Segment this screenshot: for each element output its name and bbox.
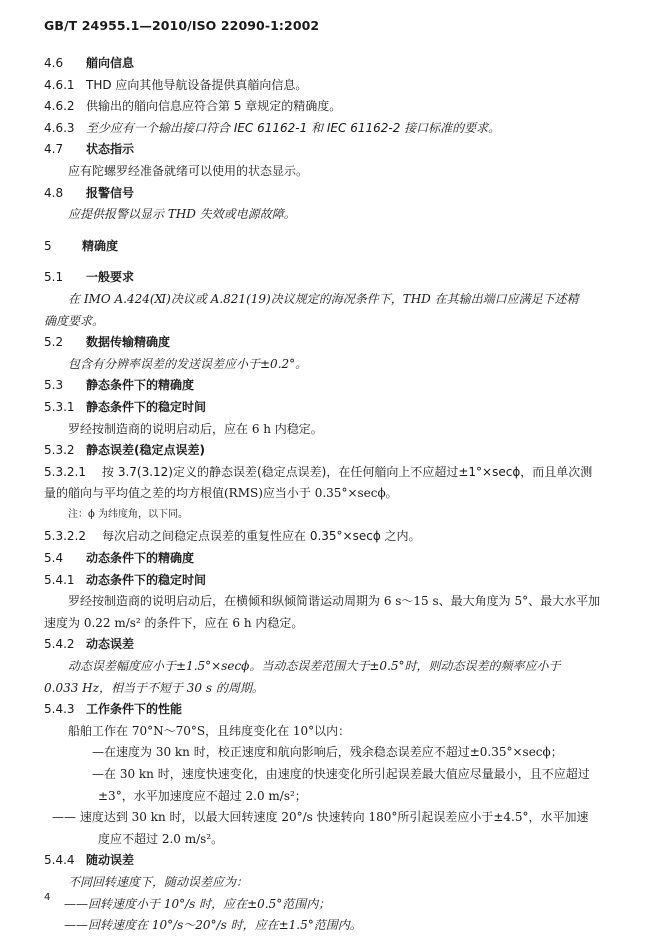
clause: 5.3.2.2 每次启动之间稳定点误差的重复性应在 0.35°×secϕ 之内。 (44, 529, 421, 544)
clause: 4.6.3 至少应有一个输出接口符合 IEC 61162-1 和 IEC 61162-2 接口标准的要求。 (44, 120, 501, 135)
section-heading: 5.3 静态条件下的精确度 (44, 378, 195, 393)
chapter-heading: 5 精确度 (44, 238, 119, 253)
paragraph: 罗经按制造商的说明启动后，应在 6 h 内稳定。 (68, 421, 323, 436)
section-heading: 5.1 一般要求 (44, 270, 135, 285)
list-item-cont: ±3°，水平加速度应不超过 2.0 m/s²； (98, 788, 307, 803)
list-item: —在 30 kn 时，速度快速变化，由速度的快速变化所引起误差最大值应尽量最小，且不应超过 (92, 767, 590, 781)
document-header: GB/T 24955.1—2010/ISO 22090-1:2002 (44, 18, 320, 33)
document-body (44, 56, 614, 940)
section-heading: 5.3.2 静态误差(稳定点误差) (44, 443, 205, 458)
list-item: —在速度为 30 kn 时，校正速度和航向影响后，残余稳态误差应不超过±0.35°×secϕ； (92, 745, 563, 760)
page-number: 4 (44, 892, 51, 903)
list-item: ——回转速度在 10°/s～20°/s 时，应在±1.5°范围内。 (64, 918, 362, 933)
section-heading: 5.4.3 工作条件下的性能 (44, 702, 183, 717)
paragraph: 罗经按制造商的说明启动后，在横倾和纵倾简谐运动周期为 6 s～15 s、最大角度为 5°、最大水平加 (68, 594, 601, 609)
paragraph: 应提供报警以显示 THD 失效或电源故障。 (68, 207, 296, 222)
paragraph: 动态误差幅度应小于±1.5°×secϕ。当动态误差范围大于±0.5°时，则动态误差的频率应小于 (68, 659, 561, 674)
paragraph: 应有陀螺罗经准备就绪可以使用的状态显示。 (68, 163, 309, 178)
section-heading: 5.4.4 随动误差 (44, 853, 135, 868)
paragraph: 不同回转速度下，随动误差应为： (68, 874, 249, 889)
paragraph-cont: 量的艏向与平均值之差的均方根值(RMS)应当小于 0.35°×secϕ。 (44, 486, 398, 501)
section-heading: 4.7 状态指示 (44, 142, 135, 157)
note: 注：ϕ 为纬度角，以下同。 (68, 508, 188, 520)
section-heading: 5.4.2 动态误差 (44, 637, 135, 652)
section-heading: 5.3.1 静态条件下的稳定时间 (44, 399, 207, 414)
paragraph: 在 IMO A.424(Ⅺ)决议或 A.821(19)决议规定的海况条件下，THD 在其输出端口应满足下述精 (68, 291, 579, 306)
paragraph-cont: 速度为 0.22 m/s² 的条件下，应在 6 h 内稳定。 (44, 615, 304, 630)
clause: 4.6.1 THD 应向其他导航设备提供真艏向信息。 (44, 77, 308, 92)
section-heading: 5.4 动态条件下的精确度 (44, 551, 195, 566)
paragraph: 船舶工作在 70°N～70°S，且纬度变化在 10°以内： (68, 723, 351, 738)
list-item: ——回转速度小于 10°/s 时，应在±0.5°范围内； (64, 896, 331, 911)
clause: 5.3.2.1 按 3.7(3.12)定义的静态误差(稳定点误差)，在任何艏向上不应超过±1°×secϕ，而且单次测 (44, 464, 593, 479)
paragraph-cont: 0.033 Hz，相当于不短于 30 s 的周期。 (44, 680, 264, 695)
section-heading: 4.8 报警信号 (44, 185, 135, 200)
section-heading: 5.4.1 动态条件下的稳定时间 (44, 572, 207, 587)
paragraph-cont: 确度要求。 (44, 313, 105, 328)
list-item: —— 速度达到 30 kn 时，以最大回转速度 20°/s 快速转向 180°所引起误差应小于±4.5°，水平加速 (52, 810, 589, 825)
list-item-cont: 度应不超过 2.0 m/s²。 (98, 831, 224, 846)
clause: 4.6.2 供输出的艏向信息应符合第 5 章规定的精确度。 (44, 99, 342, 114)
section-heading: 5.2 数据传输精确度 (44, 335, 171, 350)
paragraph: 包含有分辨率误差的发送误差应小于±0.2°。 (68, 356, 308, 371)
section-heading: 4.6 艏向信息 (44, 56, 135, 70)
